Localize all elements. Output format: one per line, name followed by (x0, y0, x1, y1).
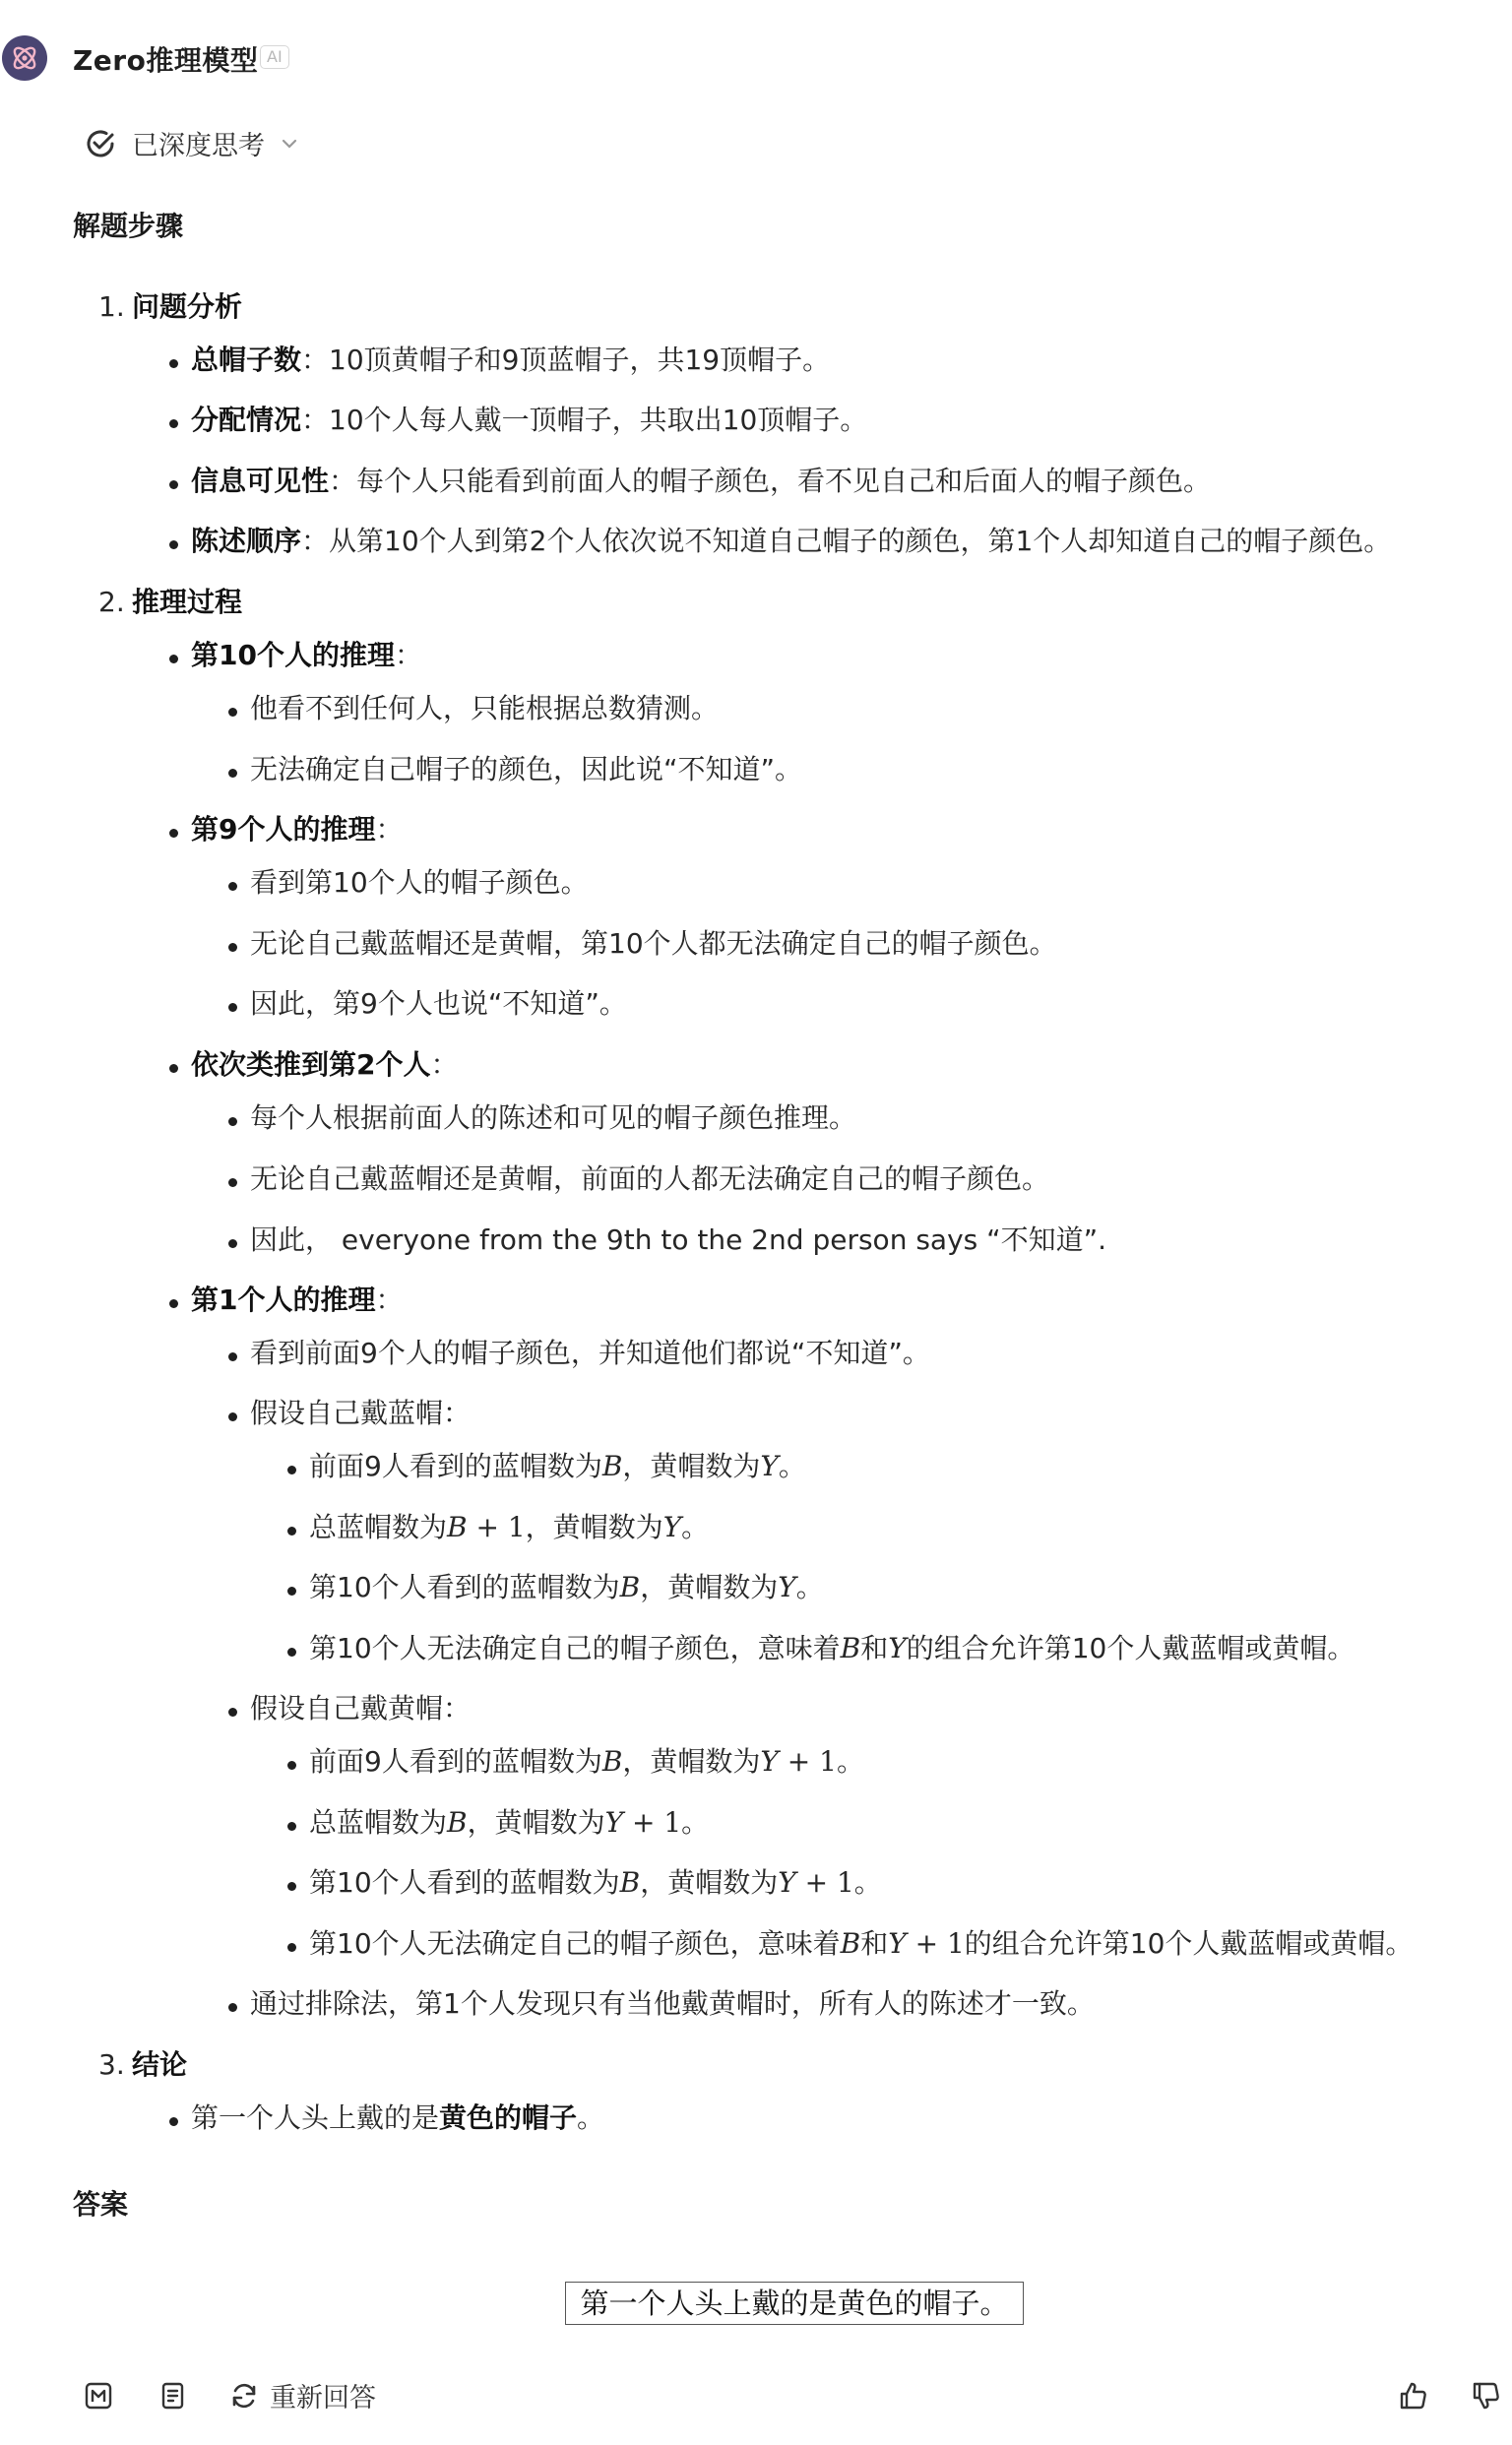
section-number: 3. (98, 2048, 125, 2081)
item-text: 第一个人头上戴的是 (191, 2101, 440, 2134)
list-item (309, 1568, 824, 1607)
regenerate-label: 重新回答 (270, 2383, 376, 2414)
markdown-icon[interactable] (79, 2376, 118, 2415)
list-item: 因此，第9个人也说“不知道”。 (250, 987, 627, 1020)
dislike-icon (1471, 2380, 1502, 2412)
item-text: ，黄帽数为 (640, 1866, 779, 1899)
check-circle-icon (83, 126, 118, 161)
item-text: 第10个人看到的蓝帽数为 (309, 1571, 620, 1603)
item-bold: 第9个人的推理 (191, 813, 376, 846)
section-title (132, 2045, 187, 2085)
item-bold: 信息可见性 (191, 465, 330, 497)
math-var: Y (888, 1632, 907, 1664)
bullet (287, 1822, 296, 1831)
math-var: B (447, 1806, 468, 1839)
math-op: + 1 (795, 1866, 854, 1899)
math-var: B (840, 1927, 861, 1960)
list-item (309, 1629, 1354, 1668)
item-text: 总蓝帽数为 (309, 1806, 448, 1839)
item-text: 的组合允许第10个人戴蓝帽或黄帽。 (964, 1927, 1414, 1960)
list-item (191, 2099, 604, 2138)
bullet (169, 480, 178, 489)
list-item: 无法确定自己帽子的颜色，因此说“不知道”。 (250, 753, 803, 785)
list-item (309, 1863, 882, 1903)
item-text: 第10个人看到的蓝帽数为 (309, 1866, 620, 1899)
list-item (191, 341, 830, 380)
math-var: Y (760, 1450, 779, 1482)
math-var: Y (888, 1927, 907, 1960)
item-text: ，黄帽数为 (525, 1511, 663, 1543)
answer-heading: 答案 (73, 2188, 129, 2221)
deep-thinking-label: 已深度思考 (132, 131, 265, 161)
thumbs-down-icon[interactable] (1467, 2376, 1506, 2415)
math-var: Y (662, 1511, 682, 1543)
section-title-text: 结论 (132, 2048, 188, 2081)
math-var: B (619, 1866, 641, 1899)
bullet (287, 1943, 296, 1952)
item-text: ，黄帽数为 (622, 1745, 761, 1778)
item-text: 和 (860, 1632, 889, 1664)
bullet (287, 1882, 296, 1891)
math-op: + 1 (467, 1511, 526, 1543)
bullet (169, 829, 178, 838)
item-bold: 分配情况 (191, 404, 302, 436)
item-text: 第10个人无法确定自己的帽子颜色，意味着 (309, 1632, 841, 1664)
model-name: Zero推理模型 (73, 44, 259, 77)
section-number: 2. (98, 586, 125, 618)
bullet (169, 359, 178, 368)
math-var: B (840, 1632, 861, 1664)
item-bold: 陈述顺序 (191, 525, 302, 557)
math-op: + 1 (623, 1806, 682, 1839)
list-item (309, 1924, 1413, 1964)
list-item: 通过排除法，第1个人发现只有当他戴黄帽时，所有人的陈述才一致。 (250, 1987, 1095, 2020)
item-bold: 第10个人的推理 (191, 639, 395, 671)
item-bold: 总帽子数 (191, 344, 302, 376)
item-text: ，黄帽数为 (622, 1450, 761, 1482)
bullet (228, 943, 237, 952)
section-number: 1. (98, 290, 125, 323)
list-item (191, 1045, 459, 1085)
markdown-glyph-icon (84, 2381, 113, 2411)
item-text: 的组合允许第10个人戴蓝帽或黄帽。 (906, 1632, 1355, 1664)
bullet (169, 1064, 178, 1073)
list-item: 假设自己戴黄帽： (250, 1692, 472, 1724)
bullet (169, 419, 178, 428)
bullet (287, 1587, 296, 1596)
list-item: 因此， everyone from the 9th to the 2nd person says “不知道”. (250, 1223, 1107, 1256)
model-avatar (2, 35, 47, 81)
math-op: + 1 (906, 1927, 965, 1960)
bullet (228, 2003, 237, 2012)
item-text: 。 (795, 1571, 824, 1603)
item-text: ：从第10个人到第2个人依次说不知道自己帽子的颜色，第1个人却知道自己的帽子颜色。 (301, 525, 1392, 557)
list-item (309, 1742, 864, 1782)
item-colon: ： (375, 1284, 404, 1316)
list-item: 假设自己戴蓝帽： (250, 1397, 472, 1429)
item-text: 总蓝帽数为 (309, 1511, 448, 1543)
item-text: 前面9人看到的蓝帽数为 (309, 1745, 602, 1778)
section-title-text: 推理过程 (132, 586, 243, 618)
list-item (191, 462, 1211, 501)
item-text: 。 (853, 1866, 882, 1899)
item-text: ：每个人只能看到前面人的帽子颜色，看不见自己和后面人的帽子颜色。 (329, 465, 1212, 497)
steps-heading: 解题步骤 (73, 210, 184, 242)
bullet (228, 1412, 237, 1421)
refresh-icon (228, 2380, 260, 2412)
item-colon: ： (430, 1048, 459, 1081)
regenerate-button[interactable] (228, 2376, 376, 2414)
math-var: Y (778, 1866, 796, 1899)
item-text: 。 (778, 1450, 806, 1482)
item-text: 。 (681, 1511, 710, 1543)
bullet (287, 1648, 296, 1657)
like-icon (1398, 2380, 1429, 2412)
section-title (132, 583, 242, 622)
list-item (191, 401, 867, 440)
item-text: 。 (681, 1806, 710, 1839)
bullet (228, 769, 237, 778)
list-item: 看到第10个人的帽子颜色。 (250, 866, 589, 899)
bullet (228, 1239, 237, 1248)
math-var: B (601, 1745, 623, 1778)
list-item (191, 636, 422, 675)
atom-logo-icon (9, 42, 40, 74)
document-icon (158, 2381, 188, 2411)
section-title (132, 287, 242, 327)
math-var: Y (760, 1745, 779, 1778)
math-var: Y (778, 1571, 796, 1603)
list-item (191, 522, 1391, 561)
bullet (169, 540, 178, 549)
list-item: 他看不到任何人，只能根据总数猜测。 (250, 692, 720, 724)
list-item: 每个人根据前面人的陈述和可见的帽子颜色推理。 (250, 1101, 857, 1134)
chevron-down-icon (279, 133, 300, 155)
bullet (228, 1117, 237, 1126)
math-var: B (447, 1511, 468, 1543)
bullet (228, 1178, 237, 1187)
math-var: Y (604, 1806, 624, 1839)
item-text: ，黄帽数为 (640, 1571, 779, 1603)
bullet (228, 1003, 237, 1012)
bullet (287, 1527, 296, 1536)
math-var: B (601, 1450, 623, 1482)
bullet (169, 1299, 178, 1308)
list-item (309, 1447, 806, 1486)
item-text: ：10顶黄帽子和9顶蓝帽子，共19顶帽子。 (301, 344, 831, 376)
item-text: 第10个人无法确定自己的帽子颜色，意味着 (309, 1927, 841, 1960)
list-item (191, 1281, 404, 1320)
list-item: 看到前面9个人的帽子颜色，并知道他们都说“不知道”。 (250, 1337, 930, 1369)
ai-badge: AI (260, 45, 289, 69)
item-bold: 第1个人的推理 (191, 1284, 376, 1316)
section-title-text: 问题分析 (132, 290, 243, 323)
item-text: 。 (577, 2101, 605, 2134)
bullet (287, 1466, 296, 1474)
item-text: ，黄帽数为 (467, 1806, 605, 1839)
item-colon: ： (375, 813, 404, 846)
item-text: 前面9人看到的蓝帽数为 (309, 1450, 602, 1482)
item-colon: ： (394, 639, 422, 671)
thumbs-up-icon[interactable] (1394, 2376, 1433, 2415)
bullet (228, 882, 237, 891)
copy-text-icon[interactable] (154, 2376, 193, 2415)
list-item: 无论自己戴蓝帽还是黄帽，前面的人都无法确定自己的帽子颜色。 (250, 1162, 1050, 1195)
list-item (309, 1508, 709, 1547)
math-op: + 1 (778, 1745, 837, 1778)
item-text: ：10个人每人戴一顶帽子，共取出10顶帽子。 (301, 404, 868, 436)
math-var: B (619, 1571, 641, 1603)
bullet (169, 2117, 178, 2126)
item-bold: 依次类推到第2个人 (191, 1048, 431, 1081)
list-item (309, 1803, 709, 1843)
deep-thinking-toggle[interactable] (83, 124, 300, 162)
item-bold: 黄色的帽子 (439, 2101, 578, 2134)
item-text: 。 (836, 1745, 864, 1778)
item-text: 和 (860, 1927, 889, 1960)
boxed-answer: 第一个人头上戴的是黄色的帽子。 (565, 2282, 1024, 2325)
bullet (169, 655, 178, 663)
list-item: 无论自己戴蓝帽还是黄帽，第10个人都无法确定自己的帽子颜色。 (250, 927, 1057, 960)
bullet (228, 1708, 237, 1717)
list-item (191, 810, 404, 849)
bullet (228, 1352, 237, 1361)
bullet (228, 708, 237, 717)
bullet (287, 1761, 296, 1770)
